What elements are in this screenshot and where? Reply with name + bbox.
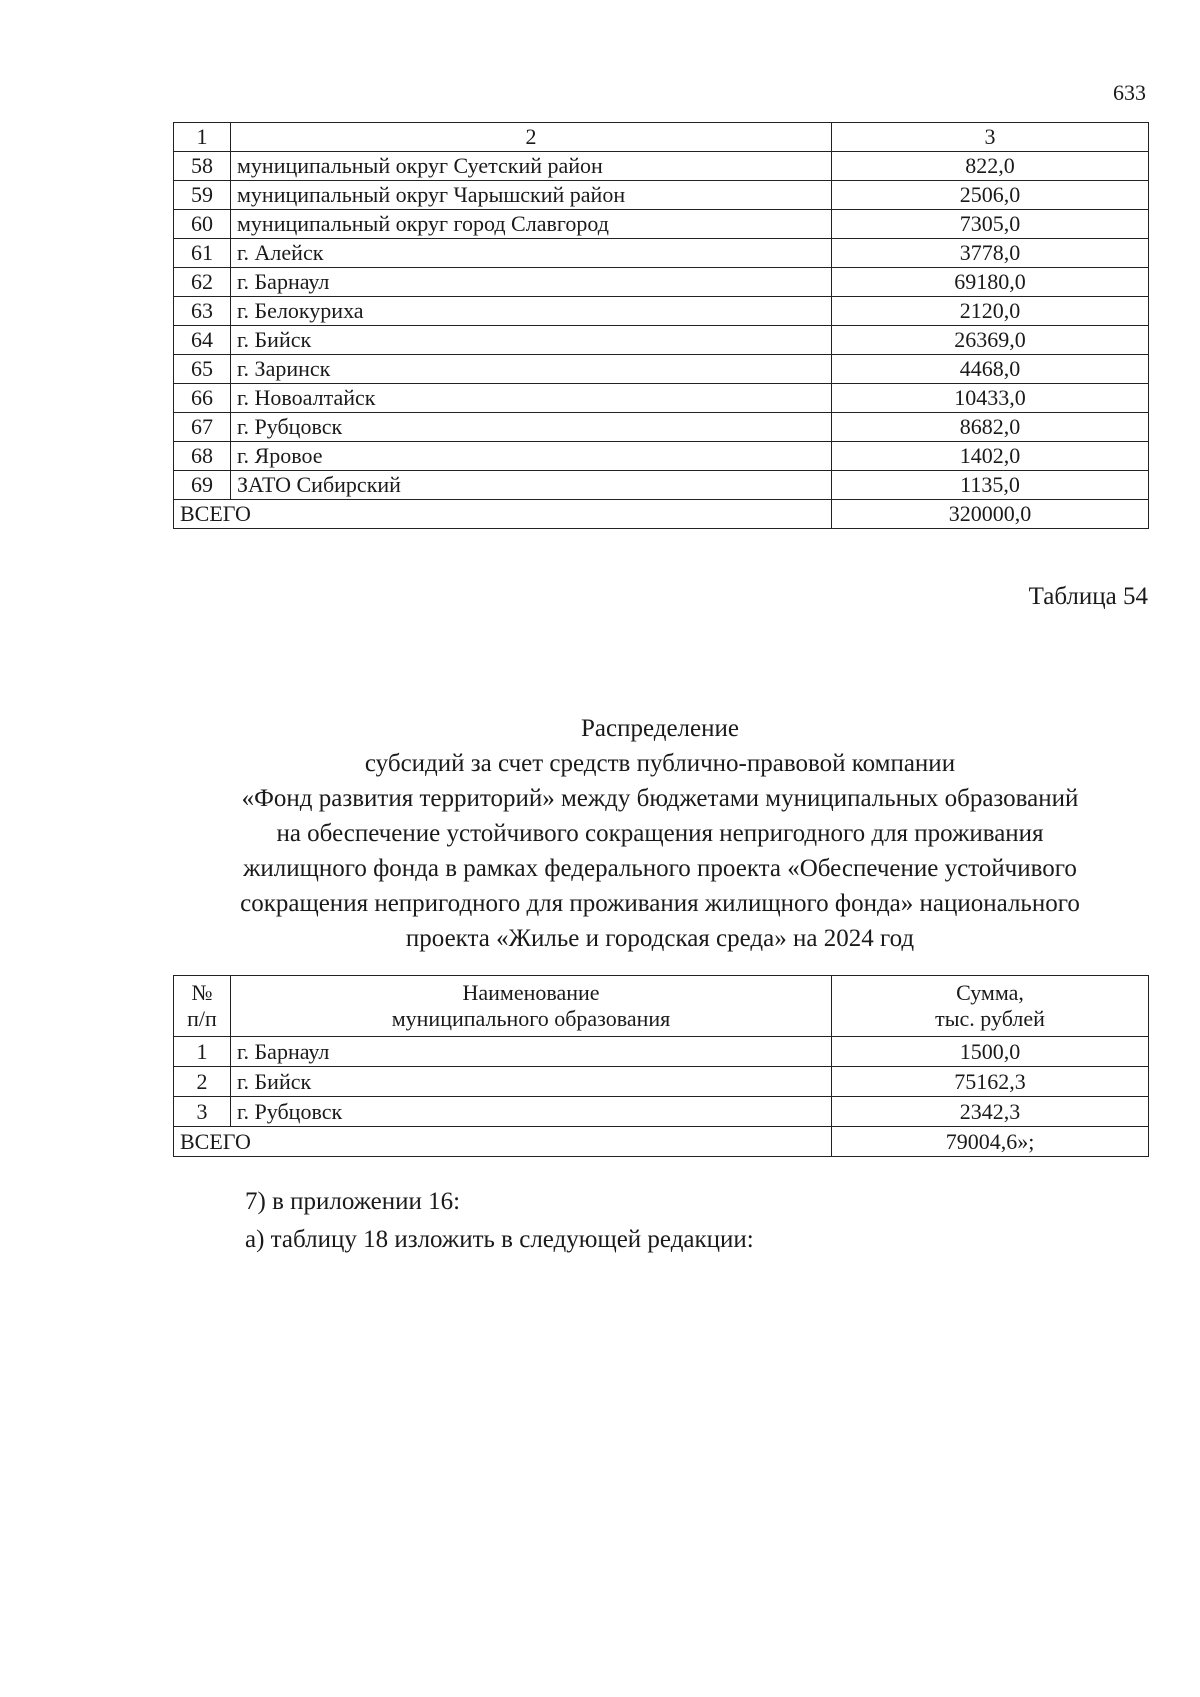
table-header-row bbox=[174, 976, 1149, 1037]
amendment-paragraph: а) таблицу 18 изложить в следующей редакции: bbox=[245, 1226, 754, 1253]
row-number: 69 bbox=[174, 471, 231, 500]
municipality-name: г. Белокуриха bbox=[231, 297, 832, 326]
table-row bbox=[174, 471, 1149, 500]
row-number: 60 bbox=[174, 210, 231, 239]
page-number: 633 bbox=[1113, 80, 1146, 105]
municipality-name: г. Барнаул bbox=[231, 268, 832, 297]
municipality-name: муниципальный округ город Славгород bbox=[231, 210, 832, 239]
amount-value: 10433,0 bbox=[832, 384, 1149, 413]
heading-line: на обеспечение устойчивого сокращения непригодного для проживания bbox=[276, 820, 1044, 847]
amendment-paragraph: 7) в приложении 16: bbox=[245, 1188, 461, 1215]
amount-value: 2506,0 bbox=[832, 181, 1149, 210]
row-number: 58 bbox=[174, 152, 231, 181]
header-text: № bbox=[191, 980, 213, 1005]
municipality-name: г. Барнаул bbox=[231, 1037, 832, 1067]
column-header-amount bbox=[832, 976, 1149, 1037]
column-number-1: 1 bbox=[174, 123, 231, 152]
table-header-row bbox=[174, 123, 1149, 152]
municipality-name: г. Бийск bbox=[231, 1067, 832, 1097]
amount-value: 1402,0 bbox=[832, 442, 1149, 471]
table-total-row bbox=[174, 1127, 1149, 1157]
row-number: 67 bbox=[174, 413, 231, 442]
amount-value: 4468,0 bbox=[832, 355, 1149, 384]
column-header-number bbox=[174, 976, 231, 1037]
row-number: 62 bbox=[174, 268, 231, 297]
table-row bbox=[174, 442, 1149, 471]
header-text: п/п bbox=[187, 1006, 217, 1031]
table-total-row bbox=[174, 500, 1149, 529]
municipality-name: г. Алейск bbox=[231, 239, 832, 268]
table-row bbox=[174, 355, 1149, 384]
municipality-name: г. Рубцовск bbox=[231, 1097, 832, 1127]
column-number-2: 2 bbox=[231, 123, 832, 152]
amount-value: 26369,0 bbox=[832, 326, 1149, 355]
table-row bbox=[174, 181, 1149, 210]
table-row bbox=[174, 1037, 1149, 1067]
heading-line: жилищного фонда в рамках федерального проекта «Обеспечение устойчивого bbox=[243, 855, 1077, 882]
table-row bbox=[174, 384, 1149, 413]
row-number: 61 bbox=[174, 239, 231, 268]
table-row bbox=[174, 1067, 1149, 1097]
header-text: Сумма, bbox=[956, 980, 1024, 1005]
row-number: 65 bbox=[174, 355, 231, 384]
heading-line: субсидий за счет средств публично-правовой компании bbox=[364, 750, 956, 777]
amount-value: 822,0 bbox=[832, 152, 1149, 181]
municipality-name: г. Бийск bbox=[231, 326, 832, 355]
municipality-name: г. Яровое bbox=[231, 442, 832, 471]
table-row bbox=[174, 1097, 1149, 1127]
column-number-3: 3 bbox=[832, 123, 1149, 152]
subsidy-table-54 bbox=[173, 975, 1149, 1157]
municipality-name: г. Рубцовск bbox=[231, 413, 832, 442]
header-text: муниципального образования bbox=[391, 1006, 671, 1031]
table-row bbox=[174, 152, 1149, 181]
amount-value: 1135,0 bbox=[832, 471, 1149, 500]
municipality-name: г. Заринск bbox=[231, 355, 832, 384]
amount-value: 75162,3 bbox=[832, 1067, 1149, 1097]
heading-line: сокращения непригодного для проживания жилищного фонда» национального bbox=[240, 890, 1080, 917]
row-number: 63 bbox=[174, 297, 231, 326]
table-row bbox=[174, 210, 1149, 239]
amount-value: 7305,0 bbox=[832, 210, 1149, 239]
total-value: 320000,0 bbox=[832, 500, 1149, 529]
municipality-name: муниципальный округ Чарышский район bbox=[231, 181, 832, 210]
amount-value: 2120,0 bbox=[832, 297, 1149, 326]
row-number: 2 bbox=[174, 1067, 231, 1097]
row-number: 64 bbox=[174, 326, 231, 355]
amount-value: 3778,0 bbox=[832, 239, 1149, 268]
header-text: тыс. рублей bbox=[935, 1006, 1045, 1031]
table-row bbox=[174, 297, 1149, 326]
header-text: Наименование bbox=[462, 980, 600, 1005]
municipality-name: муниципальный округ Суетский район bbox=[231, 152, 832, 181]
heading-line: проекта «Жилье и городская среда» на 2024 год bbox=[405, 925, 915, 952]
heading-line: «Фонд развития территорий» между бюджетами муниципальных образований bbox=[241, 785, 1079, 812]
total-label: ВСЕГО bbox=[174, 1127, 832, 1157]
table-row bbox=[174, 239, 1149, 268]
row-number: 59 bbox=[174, 181, 231, 210]
table-row bbox=[174, 413, 1149, 442]
row-number: 1 bbox=[174, 1037, 231, 1067]
column-header-name bbox=[231, 976, 832, 1037]
total-label: ВСЕГО bbox=[174, 500, 832, 529]
table-label: Таблица 54 bbox=[1028, 583, 1148, 610]
amount-value: 2342,3 bbox=[832, 1097, 1149, 1127]
distribution-heading bbox=[150, 711, 1170, 956]
table-row bbox=[174, 326, 1149, 355]
row-number: 66 bbox=[174, 384, 231, 413]
row-number: 68 bbox=[174, 442, 231, 471]
total-value: 79004,6»; bbox=[832, 1127, 1149, 1157]
municipality-name: ЗАТО Сибирский bbox=[231, 471, 832, 500]
distribution-table-continued bbox=[173, 122, 1149, 529]
amount-value: 69180,0 bbox=[832, 268, 1149, 297]
row-number: 3 bbox=[174, 1097, 231, 1127]
table-row bbox=[174, 268, 1149, 297]
municipality-name: г. Новоалтайск bbox=[231, 384, 832, 413]
amount-value: 1500,0 bbox=[832, 1037, 1149, 1067]
amount-value: 8682,0 bbox=[832, 413, 1149, 442]
heading-line: Распределение bbox=[581, 715, 739, 742]
